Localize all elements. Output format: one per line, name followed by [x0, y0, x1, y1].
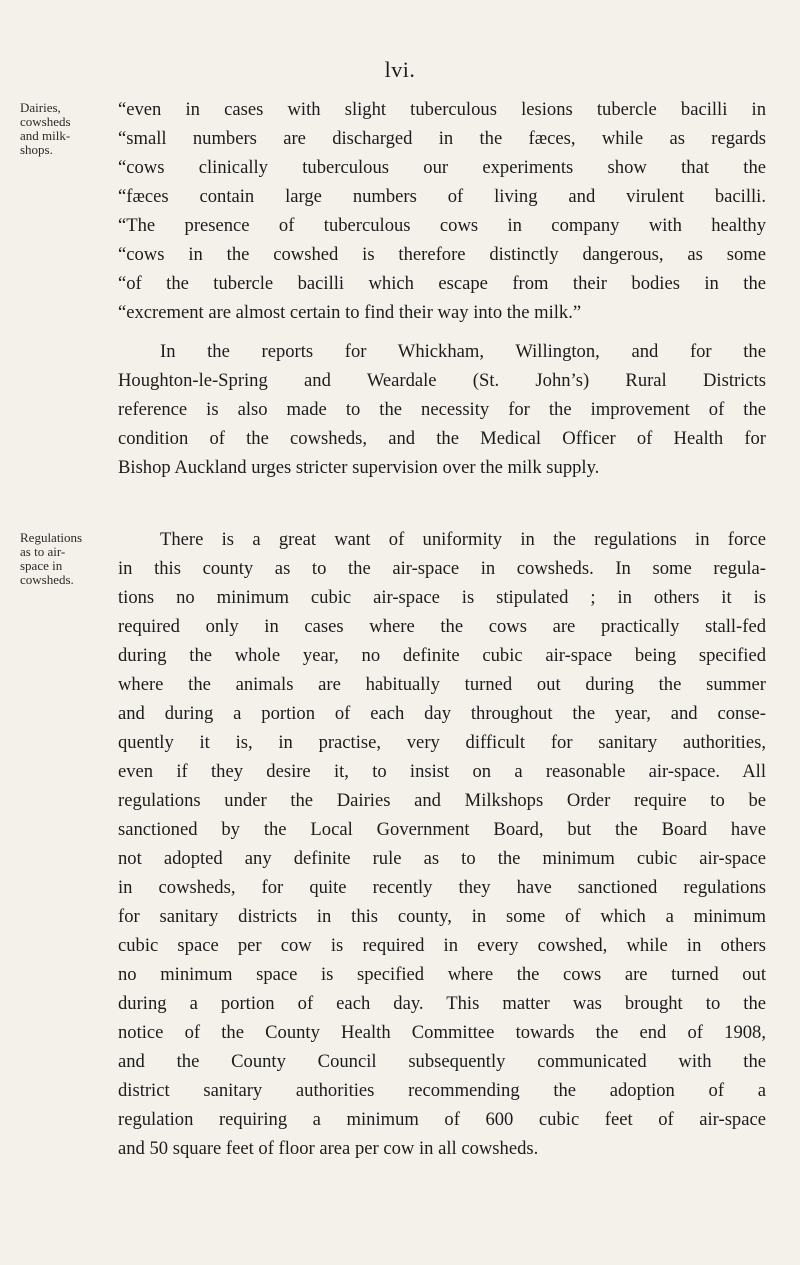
text-line: required only in cases where the cows are practically stall-fed	[118, 616, 766, 637]
text-line: not adopted any definite rule as to the minimum cubic air-space	[118, 848, 766, 869]
margin-note-line: as to air-	[20, 544, 66, 559]
text-line: There is a great want of uniformity in the regulations in force	[160, 529, 766, 550]
paragraph-air-space-regulations	[118, 525, 766, 1163]
text-line: “cows clinically tuberculous our experiments show that the	[118, 157, 766, 178]
text-line: condition of the cowsheds, and the Medical Officer of Health for	[118, 428, 766, 449]
margin-note-line: cowsheds.	[20, 572, 74, 587]
text-line: “The presence of tuberculous cows in company with healthy	[118, 215, 766, 236]
text-line: and 50 square feet of floor area per cow in all cowsheds.	[118, 1138, 539, 1159]
text-line: and during a portion of each day throughout the year, and conse-	[118, 703, 766, 724]
text-line: quently it is, in practise, very difficult for sanitary authorities,	[118, 732, 766, 753]
paragraph-district-reports	[118, 337, 766, 482]
text-line: even if they desire it, to insist on a reasonable air-space. All	[118, 761, 766, 782]
margin-note-line: space in	[20, 558, 63, 573]
margin-note-line: and milk-	[20, 128, 71, 143]
paragraph-quotation	[118, 95, 766, 327]
text-line: Houghton-le-Spring and Weardale (St. John’s) Rural Districts	[118, 370, 766, 391]
text-line: during the whole year, no definite cubic air-space being specified	[118, 645, 766, 666]
text-line: notice of the County Health Committee towards the end of 1908,	[118, 1022, 766, 1043]
text-line: regulations under the Dairies and Milkshops Order require to be	[118, 790, 766, 811]
text-line: where the animals are habitually turned out during the summer	[118, 674, 766, 695]
text-line: for sanitary districts in this county, in some of which a minimum	[118, 906, 766, 927]
margin-note-line: cowsheds	[20, 114, 71, 129]
text-line: “cows in the cowshed is therefore distinctly dangerous, as some	[118, 244, 766, 265]
text-line: in cowsheds, for quite recently they have sanctioned regulations	[118, 877, 766, 898]
margin-note-line: shops.	[20, 142, 53, 157]
text-line: in this county as to the air-space in cowsheds. In some regula-	[118, 558, 766, 579]
text-line: cubic space per cow is required in every cowshed, while in others	[118, 935, 766, 956]
text-line: In the reports for Whickham, Willington, and for the	[160, 341, 766, 362]
text-line: and the County Council subsequently communicated with the	[118, 1051, 766, 1072]
margin-note-line: Dairies,	[20, 100, 61, 115]
text-line: regulation requiring a minimum of 600 cubic feet of air-space	[118, 1109, 766, 1130]
text-line: district sanitary authorities recommending the adoption of a	[118, 1080, 766, 1101]
text-line: “small numbers are discharged in the fæces, while as regards	[118, 128, 766, 149]
page-number: lvi.	[384, 57, 416, 82]
text-line: no minimum space is specified where the cows are turned out	[118, 964, 766, 985]
margin-note-line: Regulations	[20, 530, 83, 545]
margin-note-dairies	[20, 101, 102, 157]
text-line: tions no minimum cubic air-space is stipulated ; in others it is	[118, 587, 766, 608]
text-line: “fæces contain large numbers of living and virulent bacilli.	[118, 186, 766, 207]
text-line: “even in cases with slight tuberculous lesions tubercle bacilli in	[118, 99, 766, 120]
text-line: “excrement are almost certain to find their way into the milk.”	[118, 302, 582, 323]
text-line: Bishop Auckland urges stricter supervision over the milk supply.	[118, 457, 600, 478]
text-line: reference is also made to the necessity for the improvement of the	[118, 399, 766, 420]
text-line: during a portion of each day. This matter was brought to the	[118, 993, 766, 1014]
margin-note-regulations	[20, 531, 102, 587]
text-line: “of the tubercle bacilli which escape from their bodies in the	[118, 273, 766, 294]
text-line: sanctioned by the Local Government Board, but the Board have	[118, 819, 766, 840]
